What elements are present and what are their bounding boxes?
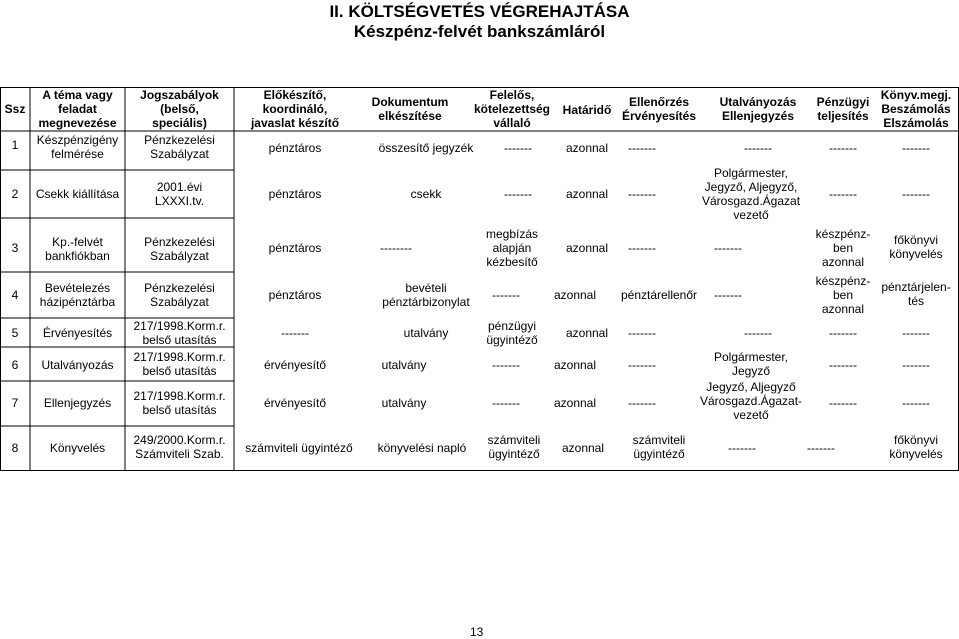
row-8-tema: Könyvelés [49, 441, 106, 455]
row-3-utalvanyozas: ------- [714, 241, 742, 255]
row-6-konyv: ------- [902, 358, 930, 372]
row-5-penzugyi: ------- [829, 326, 857, 340]
row-6-jogszabaly: 217/1998.Korm.r. belső utasítás [133, 350, 226, 378]
row-2-tema: Csekk kiállítása [35, 187, 120, 201]
header-konyv: Könyv.megj. Beszámolás Elszámolás [880, 88, 952, 130]
row-5-elokeszito: ------- [281, 326, 309, 340]
row-7-konyv: ------- [902, 396, 930, 410]
header-dokumentum: Dokumentum elkészítése [371, 95, 449, 123]
row-7-utalvanyozas: Jegyző, Aljegyző Városgazd.Ágazat- vezető [699, 380, 803, 422]
row-1-penzugyi: ------- [829, 141, 857, 155]
row-3-konyv: főkönyvi könyvelés [889, 233, 943, 261]
row-8-konyv: főkönyvi könyvelés [889, 433, 943, 461]
header-jogszabalyok: Jogszabályok (belső, speciális) [140, 88, 219, 130]
row-1-elokeszito: pénztáros [268, 141, 322, 155]
row-4-tema: Bevételezés házipénztárba [39, 281, 116, 309]
row-6-dokumentum: utalvány [381, 358, 427, 372]
row-6-felelos: ------- [492, 358, 520, 372]
row-2-utalvanyozas: Polgármester, Jegyző, Aljegyző, Városgazd.Ágazat vezető [701, 166, 801, 222]
header-penzugyi: Pénzügyi teljesítés [816, 95, 870, 123]
row-1-felelos: ------- [504, 141, 532, 155]
row-8-utalvanyozas: ------- [728, 441, 756, 455]
row-7-elokeszito: érvényesítő [263, 396, 327, 410]
row-4-elokeszito: pénztáros [268, 288, 322, 302]
row-8-felelos: számviteli ügyintéző [487, 433, 541, 461]
row-2-hatarido: azonnal [565, 187, 609, 201]
header-tema: A téma vagy feladat megnevezése [38, 88, 117, 130]
row-4-hatarido: azonnal [553, 288, 597, 302]
row-8-number: 8 [11, 441, 19, 455]
row-1-hatarido: azonnal [565, 141, 609, 155]
row-2-elokeszito: pénztáros [268, 187, 322, 201]
row-8-penzugyi: ------- [807, 441, 835, 455]
row-3-number: 3 [11, 241, 19, 255]
row-1-dokumentum: összesítő jegyzék [378, 141, 474, 155]
row-2-ellenorzes: ------- [628, 187, 656, 201]
row-6-tema: Utalványozás [41, 358, 114, 372]
header-elokeszito: Előkészítő, koordináló, javaslat készítő [250, 88, 340, 130]
row-4-felelos: ------- [492, 288, 520, 302]
row-1-ellenorzes: ------- [628, 141, 656, 155]
row-7-dokumentum: utalvány [381, 396, 427, 410]
row-2-number: 2 [11, 187, 19, 201]
row-3-jogszabaly: Pénzkezelési Szabályzat [144, 235, 215, 263]
row-6-hatarido: azonnal [553, 358, 597, 372]
row-8-hatarido: azonnal [561, 441, 605, 455]
row-6-elokeszito: érvényesítő [263, 358, 327, 372]
row-3-felelos: megbízás alapján kézbesítő [485, 227, 539, 269]
row-5-dokumentum: utalvány [403, 326, 449, 340]
row-5-jogszabaly: 217/1998.Korm.r. belső utasítás [133, 319, 226, 347]
row-4-konyv: pénztárjelen- tés [881, 280, 951, 308]
row-1-number: 1 [11, 138, 19, 152]
row-3-penzugyi: készpénz- ben azonnal [815, 227, 871, 269]
header-utalvanyozas: Utalványozás Ellenjegyzés [719, 95, 797, 123]
row-4-penzugyi: készpénz- ben azonnal [815, 274, 871, 316]
row-7-tema: Ellenjegyzés [43, 396, 112, 410]
row-2-dokumentum: csekk [410, 187, 442, 201]
row-6-penzugyi: ------- [829, 358, 857, 372]
row-5-utalvanyozas: ------- [744, 326, 772, 340]
row-4-number: 4 [11, 288, 19, 302]
row-3-ellenorzes: ------- [628, 241, 656, 255]
row-8-ellenorzes: számviteli ügyintéző [632, 433, 686, 461]
row-5-hatarido: azonnal [565, 326, 609, 340]
row-1-utalvanyozas: ------- [744, 141, 772, 155]
header-felelos: Felelős, kötelezettség vállaló [473, 88, 551, 130]
row-7-hatarido: azonnal [553, 396, 597, 410]
row-8-elokeszito: számviteli ügyintéző [245, 441, 353, 455]
row-3-hatarido: azonnal [565, 241, 609, 255]
row-8-jogszabaly: 249/2000.Korm.r. Számviteli Szab. [133, 433, 226, 461]
header-ellenorzes: Ellenőrzés Érvényesítés [621, 95, 697, 123]
row-8-dokumentum: könyvelési napló [377, 441, 467, 455]
row-4-ellenorzes: pénztárellenőr [620, 288, 698, 302]
page-number: 13 [470, 625, 484, 639]
row-4-jogszabaly: Pénzkezelési Szabályzat [144, 281, 215, 309]
document-subtitle: Készpénz-felvét bankszámláról [353, 22, 606, 41]
row-2-jogszabaly: 2001.évi LXXXI.tv. [154, 180, 205, 208]
header-hatarido: Határidő [562, 103, 612, 117]
row-1-tema: Készpénzigény felmérése [36, 133, 119, 161]
row-5-felelos: pénzügyi ügyintéző [486, 319, 538, 347]
document-title: II. KÖLTSÉGVETÉS VÉGREHAJTÁSA [329, 2, 630, 21]
row-1-jogszabaly: Pénzkezelési Szabályzat [144, 133, 215, 161]
row-4-utalvanyozas: ------- [714, 288, 742, 302]
row-5-number: 5 [11, 326, 19, 340]
header-ssz: Ssz [4, 102, 26, 116]
row-7-ellenorzes: ------- [628, 396, 656, 410]
row-7-felelos: ------- [492, 396, 520, 410]
row-5-konyv: ------- [902, 326, 930, 340]
row-6-number: 6 [11, 358, 19, 372]
row-7-jogszabaly: 217/1998.Korm.r. belső utasítás [133, 389, 226, 417]
row-3-elokeszito: pénztáros [268, 241, 322, 255]
row-2-felelos: ------- [504, 187, 532, 201]
row-2-konyv: ------- [902, 187, 930, 201]
row-7-penzugyi: ------- [829, 396, 857, 410]
row-1-konyv: ------- [902, 141, 930, 155]
row-6-utalvanyozas: Polgármester, Jegyző [713, 350, 789, 378]
row-3-dokumentum: -------- [380, 241, 412, 255]
row-5-tema: Érvényesítés [42, 326, 113, 340]
row-5-ellenorzes: ------- [628, 326, 656, 340]
row-4-dokumentum: bevételi pénztárbizonylat [382, 281, 470, 309]
row-6-ellenorzes: ------- [628, 358, 656, 372]
row-3-tema: Kp.-felvét bankfiókban [45, 235, 110, 263]
row-7-number: 7 [11, 396, 19, 410]
row-2-penzugyi: ------- [829, 187, 857, 201]
